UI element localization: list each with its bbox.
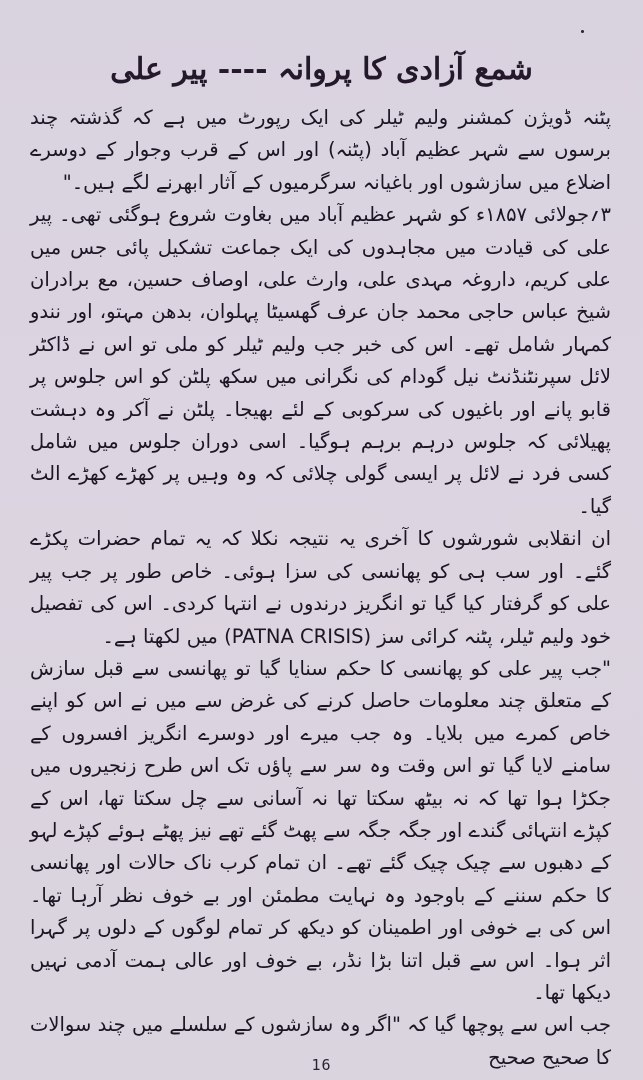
paragraph-3: ان انقلابی شورشوں کا آخری یہ نتیجہ نکلا کہ یہ تمام حضرات پکڑے گئے۔ اور سب ہی کو پھانسی کی سزا ہوئی۔ خاص طور پر جب پیر علی کو گرفتار کیا گیا تو انگریز درندوں نے انتہا کردی۔ اس کی تفصیل خود ولیم ٹیلر، پٹنہ کرائی سز (PATNA CRISIS) میں لکھتا ہے۔ — [30, 527, 611, 648]
paragraph-1: پٹنہ ڈویژن کمشنر ولیم ٹیلر کی ایک رپورٹ میں ہے کہ گذشتہ چند برسوں سے شہر عظیم آباد (پٹنہ) اور اس کے قرب وجوار کے دوسرے اضلاع میں سازشوں اور باغیانہ سرگرمیوں کے آثار ابھرنے لگے ہیں۔" — [30, 106, 611, 194]
page-number: 16 — [311, 1056, 332, 1074]
page-title: شمع آزادی کا پروانہ ---- پیر علی — [110, 52, 533, 87]
page-speck — [581, 30, 584, 33]
paragraph-2: ۳؍جولائی ۱۸۵۷ء کو شہر عظیم آباد میں بغاوت شروع ہوگئی تھی۔ پیر علی کی قیادت میں مجاہدوں کی ایک جماعت تشکیل پائی جس میں علی کریم، داروغہ مہدی علی، وارث علی، اوصاف حسین، مع برادران شیخ عباس حاجی محمد جان عرف گھسیٹا پہلوان، بدھن مہتو، اور نندو کمہار شامل تھے۔ اس کی خبر جب ولیم ٹیلر کو ملی تو اس نے ڈاکٹر لائل سپرنٹنڈنٹ نیل گودام کی نگرانی میں سکھ پلٹن کو اس جلوس پر قابو پانے اور باغیوں کی سرکوبی کے لئے بھیجا۔ پلٹن نے آکر وہ دہشت پھیلائی کہ جلوس درہم برہم ہوگیا۔ اسی دوران جلوس میں شامل کسی فرد نے لائل پر ایسی گولی چلائی کہ وہ وہیں پر کھڑے کھڑے الٹ گیا۔ — [30, 203, 611, 518]
article-body — [30, 102, 611, 1074]
paragraph-5: جب اس سے پوچھا گیا کہ "اگر وہ سازشوں کے سلسلے میں چند سوالات کا صحیح صحیح — [30, 1013, 611, 1069]
paragraph-4: "جب پیر علی کو پھانسی کا حکم سنایا گیا تو پھانسی سے قبل سازش کے متعلق چند معلومات حاصل کرنے کی غرض سے میں نے اس کو اپنے خاص کمرے میں بلایا۔ وہ جب میرے اور دوسرے انگریز افسروں کے سامنے لایا گیا تو اس وقت وہ سر سے پاؤں تک اس طرح زنجیروں میں جکڑا ہوا تھا کہ نہ بیٹھ سکتا تھا نہ آسانی سے چل سکتا تھا، اس کے کپڑے انتہائی گندے اور جگہ جگہ سے پھٹ گئے تھے نیز پھٹے ہوئے کپڑے لہو کے دھبوں سے چیک چیک گئے تھے۔ ان تمام کرب ناک حالات اور پھانسی کا حکم سننے کے باوجود وہ نہایت مطمئن اور بے خوف نظر آرہا تھا۔ اس کی بے خوفی اور اطمینان کو دیکھ کر تمام لوگوں کے دلوں پر گہرا اثر ہوا۔ اس سے قبل اتنا بڑا نڈر، بے خوف اور عالی ہمت آدمی نہیں دیکھا تھا۔ — [30, 656, 611, 1004]
